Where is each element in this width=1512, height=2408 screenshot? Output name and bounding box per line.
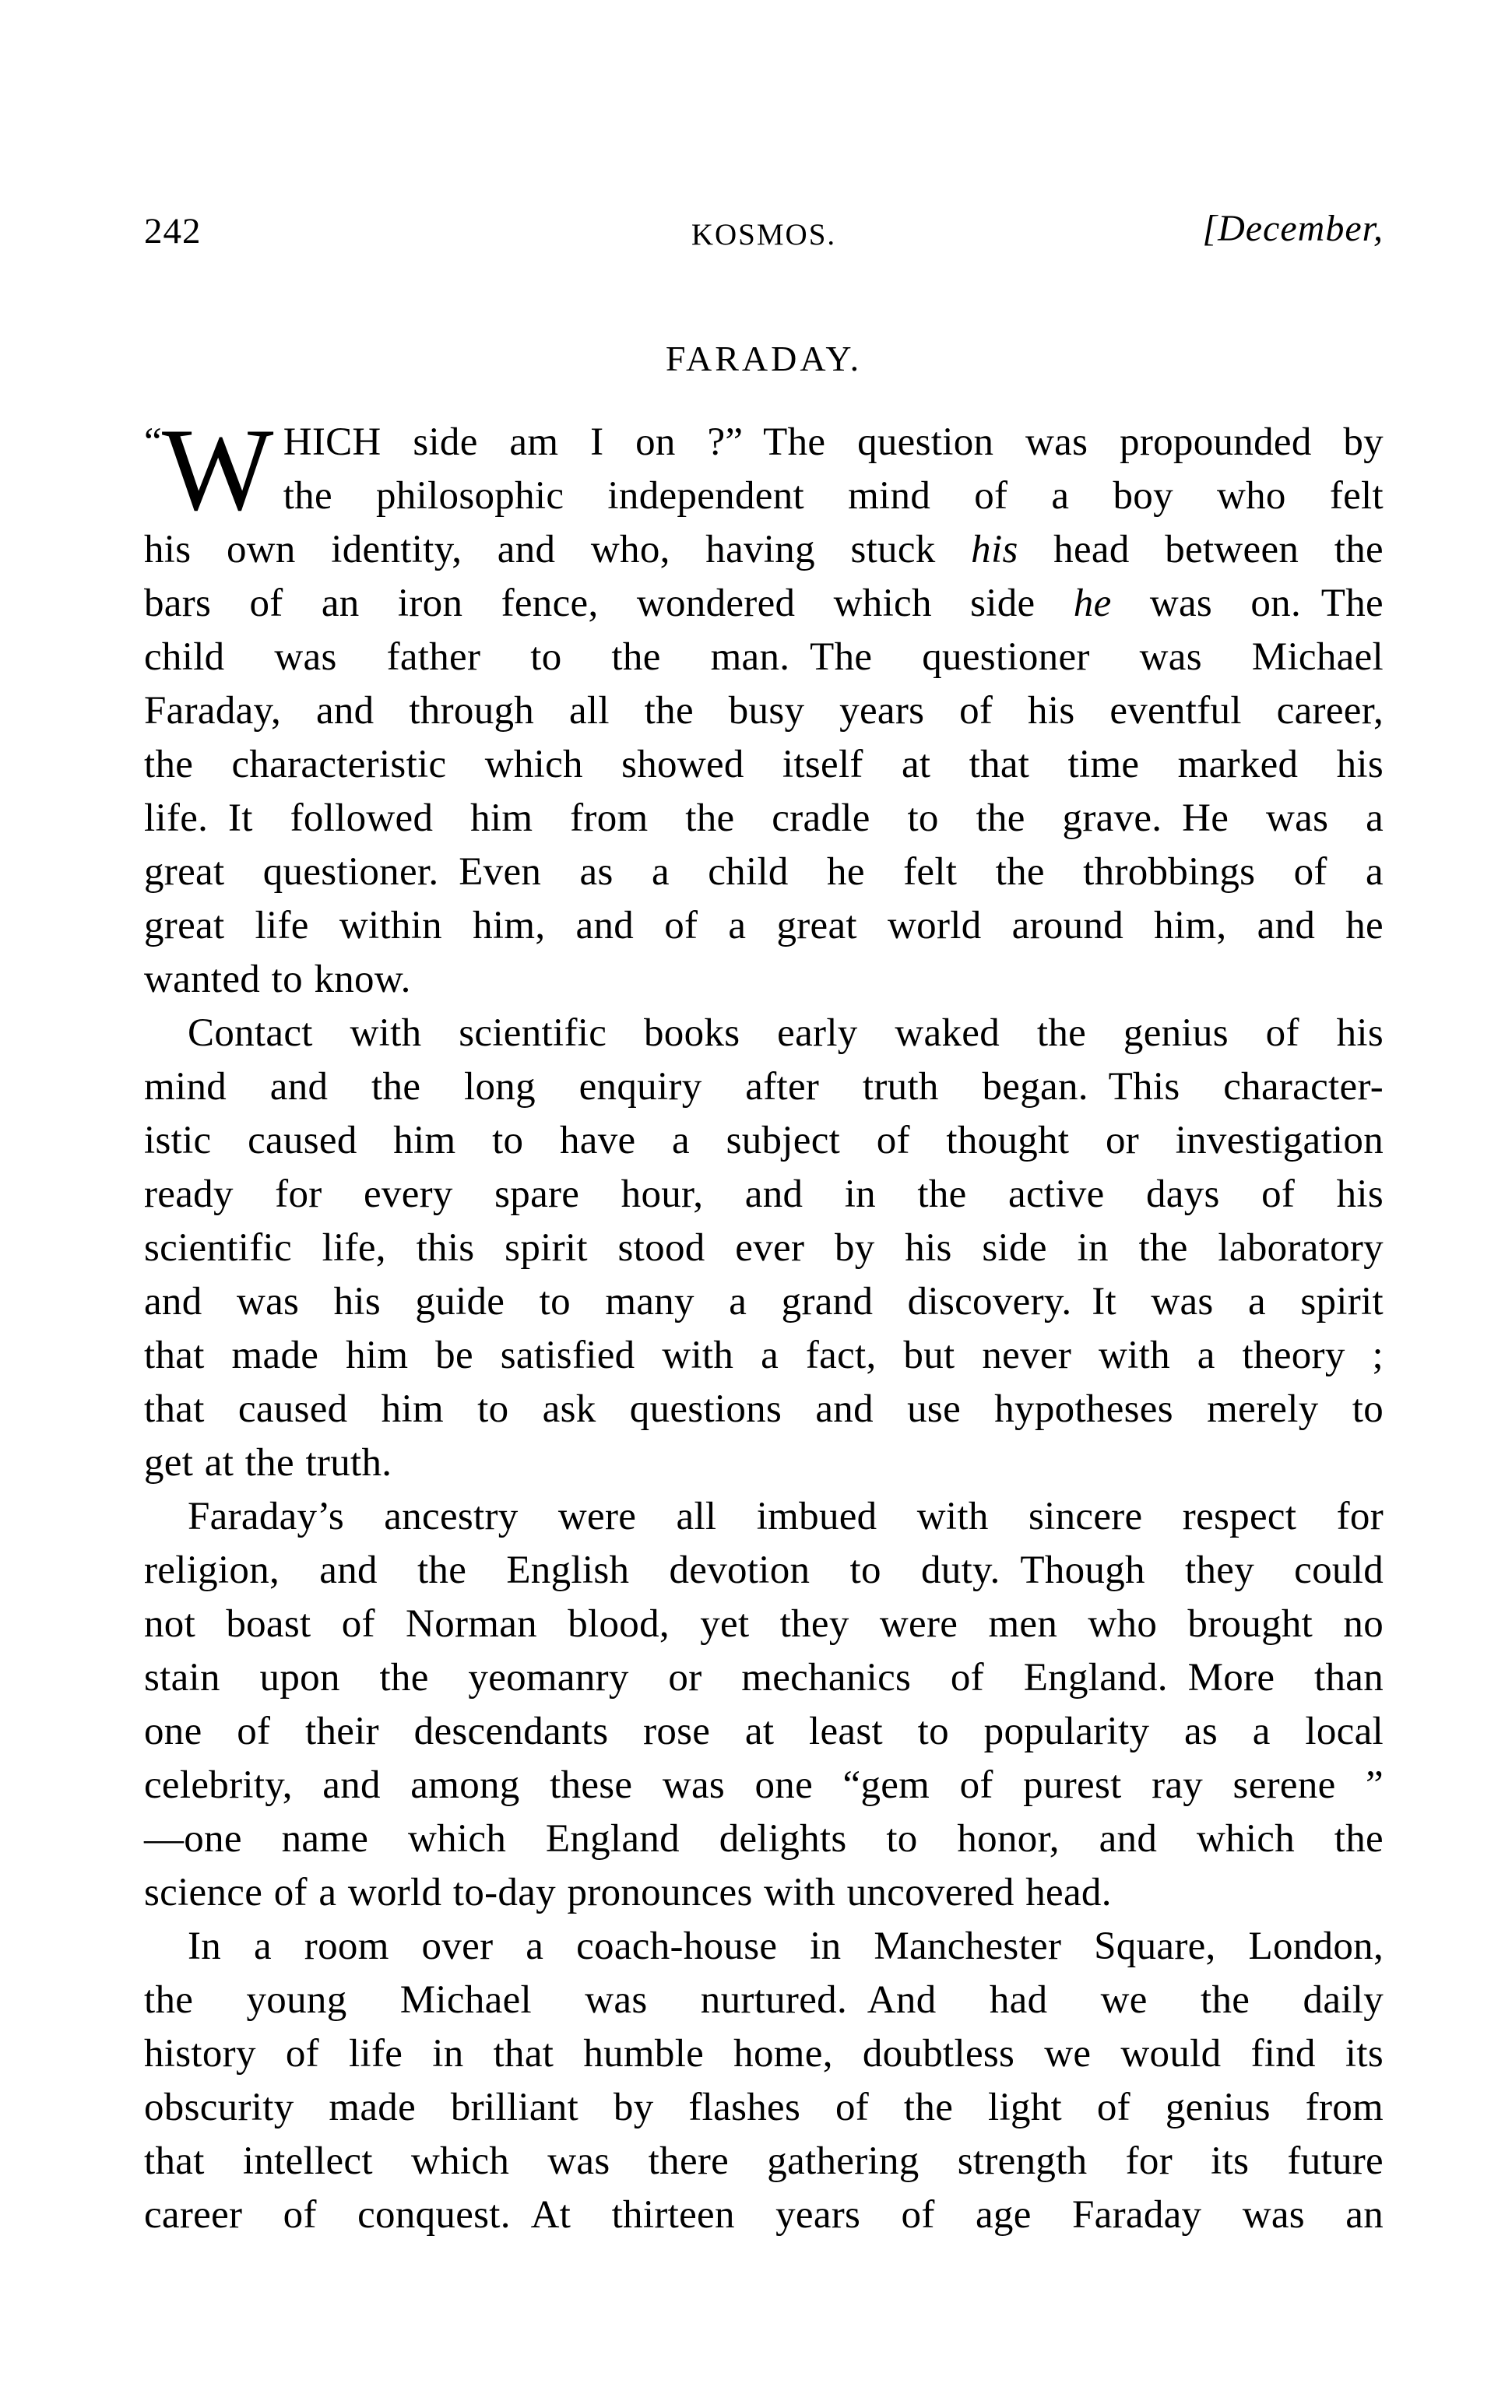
text-line: that caused him to ask questions and use hypotheses merely to — [144, 1387, 1384, 1431]
text-line — [144, 523, 1384, 577]
text-line — [144, 577, 1384, 631]
text-line: the young Michael was nurtured. And had we the daily — [144, 1978, 1384, 2022]
journal-title: KOSMOS. — [691, 218, 837, 251]
paragraph — [144, 1920, 1384, 2242]
text-line: not boast of Norman blood, yet they were men who brought no — [144, 1602, 1384, 1646]
text-line: mind and the long enquiry after truth began. This character- — [144, 1065, 1384, 1109]
text-line: life. It followed him from the cradle to the grave. He was a — [144, 796, 1384, 840]
text-line: obscurity made brilliant by flashes of the light of genius from — [144, 2086, 1384, 2129]
issue-date: [December, — [1202, 208, 1384, 249]
italic-text: he — [1073, 582, 1112, 625]
text-line: get at the truth. — [144, 1441, 392, 1485]
text-line: the philosophic independent mind of a boy who felt — [283, 474, 1384, 518]
text-line: celebrity, and among these was one “gem of purest ray serene ” — [144, 1763, 1384, 1807]
text-line: In a room over a coach-house in Manchester Square, London, — [188, 1925, 1384, 1968]
text-line: science of a world to-day pronounces with uncovered head. — [144, 1871, 1112, 1914]
text-segment: bars of an iron fence, wondered which side — [144, 582, 1074, 625]
open-quote-mark: “ — [144, 420, 162, 464]
drop-cap-letter: W — [161, 404, 274, 535]
running-head — [144, 209, 1384, 263]
drop-cap — [144, 404, 274, 535]
page-number: 242 — [144, 211, 202, 251]
text-line: that intellect which was there gathering strength for its future — [144, 2139, 1384, 2183]
text-line: great questioner. Even as a child he felt the throbbings of a — [144, 850, 1384, 894]
text-line: great life within him, and of a great world around him, and he — [144, 904, 1384, 947]
paragraph — [144, 1490, 1384, 1920]
text-line: one of their descendants rose at least to popularity as a local — [144, 1710, 1384, 1753]
text-line: child was father to the man. The questioner was Michael — [144, 635, 1384, 679]
text-line: ready for every spare hour, and in the active days of his — [144, 1172, 1384, 1216]
text-line: Faraday, and through all the busy years of his eventful career, — [144, 689, 1384, 733]
text-line: scientific life, this spirit stood ever by his side in the laboratory — [144, 1226, 1384, 1270]
text-segment: his own identity, and who, having stuck — [144, 528, 972, 571]
text-line: istic caused him to have a subject of thought or investigation — [144, 1119, 1384, 1162]
text-line: career of conquest. At thirteen years of age Faraday was an — [144, 2193, 1384, 2237]
text-line: HICH side am I on ?” The question was propounded by — [283, 420, 1384, 464]
text-segment: was on. The — [1111, 582, 1384, 625]
paragraph — [144, 404, 1384, 1007]
text-line: religion, and the English devotion to duty. Though they could — [144, 1549, 1384, 1592]
text-line: —one name which England delights to honor, and which the — [144, 1817, 1384, 1861]
article-body — [144, 404, 1384, 2242]
text-line: Contact with scientific books early waked the genius of his — [188, 1011, 1384, 1055]
paragraph — [144, 1007, 1384, 1490]
text-line: that made him be satisfied with a fact, but never with a theory ; — [144, 1334, 1384, 1377]
text-line: stain upon the yeomanry or mechanics of England. More than — [144, 1656, 1384, 1700]
text-line: and was his guide to many a grand discovery. It was a spirit — [144, 1280, 1384, 1324]
text-line: wanted to know. — [144, 958, 411, 1001]
article-title: FARADAY. — [665, 339, 863, 378]
italic-text: his — [971, 528, 1018, 571]
text-line: history of life in that humble home, doubtless we would find its — [144, 2032, 1384, 2076]
text-line: Faraday’s ancestry were all imbued with sincere respect for — [188, 1495, 1384, 1538]
text-segment: head between the — [1018, 528, 1384, 571]
text-line: the characteristic which showed itself at that time marked his — [144, 743, 1384, 786]
